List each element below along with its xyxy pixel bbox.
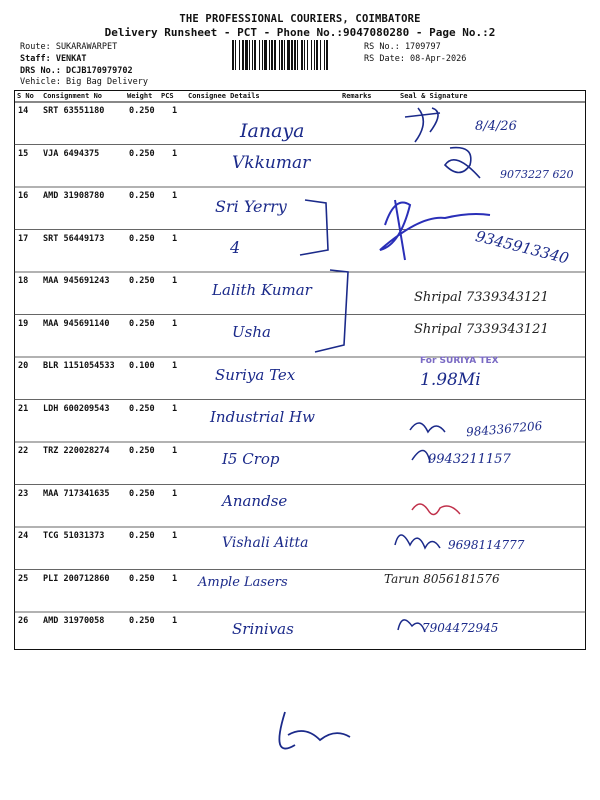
row-17-cn: SRT 56449173 <box>43 233 105 244</box>
runsheet-subtitle: Delivery Runsheet - PCT - Phone No.:9047080280 - Page No.:2 <box>104 26 496 39</box>
row-22-cn: TRZ 220028274 <box>43 446 110 456</box>
consignee-hw-24: Vishali Aitta <box>222 535 309 551</box>
row-15-pcs: 1 <box>172 148 178 159</box>
seal-hw-25: Tarun 8056181576 <box>384 572 500 586</box>
row-26-weight: 0.250 <box>129 616 155 626</box>
signature-24 <box>395 535 440 548</box>
seal-hw-22: 9943211157 <box>428 452 511 467</box>
row-19-pcs: 1 <box>172 318 178 329</box>
consignee-hw-16: Sri Yerry <box>215 197 287 216</box>
row-20-sno: 20 <box>18 361 29 371</box>
consignee-hw-21: Industrial Hw <box>210 408 315 426</box>
seal-hw-18: Shripal 7339343121 <box>414 290 549 305</box>
signature-16-17 <box>380 200 490 260</box>
consignee-hw-23: Anandse <box>222 492 288 510</box>
col-weight: Weight <box>127 92 153 100</box>
row-26-pcs: 1 <box>172 616 178 626</box>
row-16-pcs: 1 <box>172 191 178 201</box>
row-21-sno: 21 <box>18 403 29 414</box>
row-20-cn: BLR 1151054533 <box>43 361 115 371</box>
signature-15 <box>445 148 480 178</box>
seal-hw-15: 9073227 620 <box>500 168 574 181</box>
signature-14 <box>405 108 440 142</box>
staff-signature <box>279 712 350 749</box>
row-22-sno: 22 <box>18 446 29 456</box>
rs-number: RS No.: 1709797 <box>364 42 441 52</box>
row-17-weight: 0.250 <box>129 233 155 244</box>
row-14-cn: SRT 63551180 <box>43 106 105 116</box>
bracket-16-17 <box>300 200 328 255</box>
row-23-pcs: 1 <box>172 488 178 499</box>
row-20-pcs: 1 <box>172 361 178 371</box>
drs-number: DRS No.: DCJB170979702 <box>20 66 133 76</box>
consignee-hw-14: Ianaya <box>240 120 305 142</box>
row-24-pcs: 1 <box>172 531 178 541</box>
row-25-sno: 25 <box>18 573 29 584</box>
seal-hw-21: 9843367206 <box>465 418 543 440</box>
signature-21-22 <box>410 423 445 462</box>
col-sno: S No <box>17 92 34 100</box>
row-16-sno: 16 <box>18 191 29 201</box>
col-consignee: Consignee Details <box>188 92 260 100</box>
row-22-pcs: 1 <box>172 446 178 456</box>
row-22-weight: 0.250 <box>129 446 155 456</box>
signature-26 <box>398 620 425 632</box>
row-14-weight: 0.250 <box>129 106 155 116</box>
row-20-weight: 0.100 <box>129 361 155 371</box>
staff-label: Staff: VENKAT <box>20 54 87 64</box>
col-pcs: PCS <box>161 92 174 100</box>
company-title: THE PROFESSIONAL COURIERS, COIMBATORE <box>179 13 421 25</box>
route-label: Route: SUKARAWARPET <box>20 42 118 52</box>
consignee-hw-15: Vkkumar <box>232 153 311 173</box>
row-18-sno: 18 <box>18 276 29 286</box>
row-23-weight: 0.250 <box>129 488 155 499</box>
bracket-18-19 <box>315 270 348 352</box>
row-15-cn: VJA 6494375 <box>43 148 100 159</box>
row-18-pcs: 1 <box>172 276 178 286</box>
row-24-weight: 0.250 <box>129 531 155 541</box>
consignee-hw-26: Srinivas <box>232 620 294 638</box>
row-24-sno: 24 <box>18 531 29 541</box>
rs-date: RS Date: 08-Apr-2026 <box>364 54 467 64</box>
seal-hw-14: 8/4/26 <box>475 119 517 134</box>
row-25-pcs: 1 <box>172 573 178 584</box>
seal-hw-24: 9698114777 <box>448 538 525 552</box>
col-remarks: Remarks <box>342 92 372 100</box>
row-16-weight: 0.250 <box>129 191 155 201</box>
row-25-weight: 0.250 <box>129 573 155 584</box>
seal-hw-19: Shripal 7339343121 <box>414 322 549 337</box>
row-19-cn: MAA 945691140 <box>43 318 110 329</box>
consignee-hw-20: Suriya Tex <box>215 366 296 384</box>
consignee-hw-17: 4 <box>230 238 241 257</box>
row-17-pcs: 1 <box>172 233 178 244</box>
row-18-weight: 0.250 <box>129 276 155 286</box>
consignee-hw-22: I5 Crop <box>222 450 280 468</box>
consignee-hw-25: Ample Lasers <box>198 575 288 590</box>
row-14-pcs: 1 <box>172 106 178 116</box>
row-17-sno: 17 <box>18 233 29 244</box>
row-19-weight: 0.250 <box>129 318 155 329</box>
seal-hw-26: 7904472945 <box>422 621 499 635</box>
row-19-sno: 19 <box>18 318 29 329</box>
row-23-sno: 23 <box>18 488 29 499</box>
stamp-suriya-tex: For SURIYA TEX <box>420 356 499 366</box>
col-consignment: Consignment No <box>43 92 103 100</box>
row-26-sno: 26 <box>18 616 29 626</box>
row-21-weight: 0.250 <box>129 403 155 414</box>
col-seal: Seal & Signature <box>400 92 468 100</box>
row-21-cn: LDH 600209543 <box>43 403 110 414</box>
seal-hw-17: 9345913340 <box>473 227 571 268</box>
signature-23 <box>412 504 460 515</box>
row-23-cn: MAA 717341635 <box>43 488 110 499</box>
row-21-pcs: 1 <box>172 403 178 414</box>
consignee-hw-18: Lalith Kumar <box>212 281 312 299</box>
seal-hw-20: 1.98Mi <box>420 370 481 390</box>
vehicle-label: Vehicle: Big Bag Delivery <box>20 77 148 87</box>
row-16-cn: AMD 31908780 <box>43 191 105 201</box>
row-26-cn: AMD 31970058 <box>43 616 105 626</box>
row-14-sno: 14 <box>18 106 29 116</box>
row-25-cn: PLI 200712860 <box>43 573 110 584</box>
row-15-sno: 15 <box>18 148 29 159</box>
row-15-weight: 0.250 <box>129 148 155 159</box>
row-24-cn: TCG 51031373 <box>43 531 105 541</box>
row-18-cn: MAA 945691243 <box>43 276 110 286</box>
consignee-hw-19: Usha <box>232 323 271 341</box>
